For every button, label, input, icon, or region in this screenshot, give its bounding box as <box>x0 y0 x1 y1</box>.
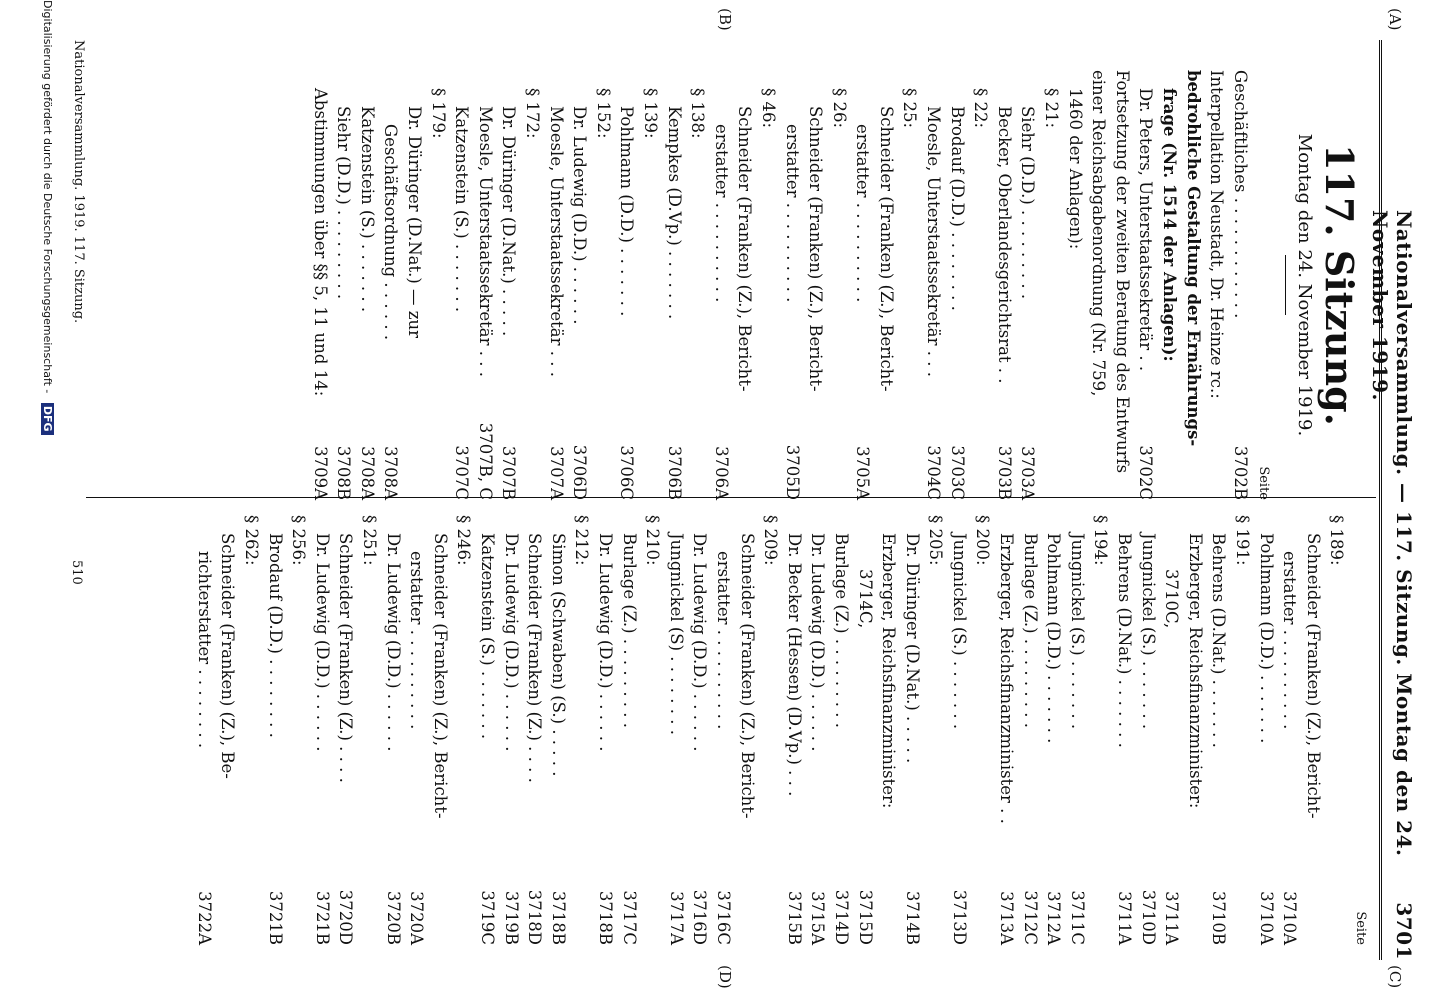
right-entry-text: § 262: <box>242 515 262 566</box>
right-page-ref: 3718B <box>548 890 568 945</box>
left-entry-text: erstatter . . . . . . . . . . <box>711 124 731 303</box>
right-entry <box>1042 515 1066 945</box>
right-page-ref: 3715B <box>784 890 804 945</box>
right-page-ref: 3720D <box>336 889 356 945</box>
right-entry <box>664 515 688 945</box>
right-entry <box>735 515 759 945</box>
right-entry-text: Jungnickel (S.) . . . . . . . <box>1067 533 1087 730</box>
right-entry-text: § 256: <box>289 515 309 566</box>
left-entry <box>874 70 898 500</box>
right-entry <box>711 515 735 945</box>
left-entry-text: Dr. Düringer (D.Nat.) . . . . . <box>499 106 519 337</box>
right-entry-text: Dr. Ludewig (D.D.) . . . . . . <box>312 533 332 752</box>
left-page-ref: 3703A <box>1018 446 1038 500</box>
right-entry <box>617 515 641 945</box>
right-page-ref: 3715A <box>808 891 828 945</box>
right-entry <box>546 515 570 945</box>
margin-mark-d: (D) <box>716 965 734 989</box>
left-entry-text: Moesle, Unterstaatssekretär . . . <box>546 106 566 377</box>
right-entry <box>1112 515 1136 945</box>
right-entry <box>947 515 971 945</box>
right-entry <box>192 515 216 945</box>
right-page-ref: 3710B <box>1209 890 1229 945</box>
right-entry-text: Schneider (Franken) (Z.) . . . . <box>336 533 356 783</box>
left-entry-text: Geschäftsordnung . . . . . . <box>381 124 401 341</box>
right-entry-text: Jungnickel (S) . . . . . . . . <box>666 533 686 735</box>
left-entry <box>426 70 450 500</box>
right-entry-text: Dr. Ludewig (D.D.) . . . . . . <box>690 533 710 752</box>
left-entry-text: erstatter . . . . . . . . . . <box>853 124 873 303</box>
right-entry-text: Erzberger, Reichsfinanzminister . . <box>997 533 1017 824</box>
left-entry-text: einer Reichsabgabenordnung (Nr. 759, <box>1089 70 1109 397</box>
left-page-ref: 3702B <box>1230 445 1250 500</box>
left-entry <box>686 70 710 500</box>
right-page-ref: 3710D <box>1138 889 1158 945</box>
left-entry <box>450 70 474 500</box>
left-entry <box>308 70 332 500</box>
right-entry-text: Pohlmann (D.D.) . . . . . . . <box>1256 533 1276 744</box>
right-page-ref: 3718D <box>525 889 545 945</box>
left-entry <box>1134 70 1158 500</box>
right-entry <box>287 515 311 945</box>
left-entry <box>827 70 851 500</box>
right-entry-text: Behrens (D.Nat.) . . . . . . . <box>1209 533 1229 748</box>
left-entry <box>520 70 544 500</box>
right-entry-text: Erzberger, Reichsfinanzminister: <box>879 533 899 809</box>
right-entry <box>971 515 995 945</box>
left-page-ref: 3705D <box>782 444 802 500</box>
right-page-ref: 3712A <box>1044 891 1064 945</box>
right-page-ref: 3716D <box>690 889 710 945</box>
dfg-logo: DFG <box>41 403 54 435</box>
left-entry-text: Katzenstein (S.) . . . . . . . <box>452 106 472 313</box>
right-entry-text: Burlage (Z.) . . . . . . . . . <box>619 533 639 729</box>
right-entry-text: Simon (Schwaben) (S.) . . . . . <box>548 533 568 777</box>
left-entry-text: Abstimmungen über §§ 5, 11 und 14: <box>310 88 330 397</box>
column-separator <box>86 497 1376 498</box>
left-entry-text: frage (Nr. 1514 der Anlagen): <box>1160 88 1180 362</box>
right-entry <box>688 515 712 945</box>
left-entry-text: § 25: <box>900 88 920 129</box>
right-page-ref: 3711A <box>1162 891 1182 945</box>
right-entry-text: Erzberger, Reichsfinanzminister: <box>1185 533 1205 809</box>
right-entry <box>240 515 264 945</box>
right-entry-text: § 200: <box>973 515 993 566</box>
right-page-ref: 3717A <box>666 891 686 945</box>
right-entry <box>1254 515 1278 945</box>
right-page-ref: 3710A <box>1280 891 1300 945</box>
right-entry-text: § 189: <box>1327 515 1347 566</box>
left-entry-text: § 172: <box>523 88 542 139</box>
right-entry-text: § 191: <box>1233 515 1253 566</box>
right-entry <box>806 515 830 945</box>
session-date: Montag den 24. November 1919. <box>1294 133 1315 437</box>
left-column <box>308 70 1372 500</box>
left-entry-text: Geschäftliches . . . . . . . . . . . . <box>1230 70 1250 319</box>
left-entry <box>1016 70 1040 500</box>
right-page-ref: 3722A <box>194 891 214 945</box>
left-entry <box>379 70 403 500</box>
left-entry <box>969 70 993 500</box>
right-entry <box>334 515 358 945</box>
right-entry-text: Schneider (Franken) (Z.), Bericht- <box>737 533 757 819</box>
left-page-ref: 3708B <box>334 445 354 500</box>
right-entry <box>475 515 499 945</box>
left-entry-text: Dr. Peters, Unterstaatssekretär . . <box>1136 88 1156 372</box>
right-entry-text: 3710C, <box>1162 569 1182 629</box>
right-entry <box>357 515 381 945</box>
left-entry-text: § 21: <box>1042 88 1062 129</box>
left-entry-text: Siehr (D.D.) . . . . . . . . . <box>334 106 354 300</box>
left-page-ref: 3702C <box>1136 445 1156 500</box>
left-page-ref: 3709A <box>310 446 330 500</box>
right-entry <box>593 515 617 945</box>
left-page-ref: 3704C <box>924 445 944 500</box>
right-entry-text: Pohlmann (D.D.) . . . . . . . <box>1044 533 1064 744</box>
header-rule <box>1379 40 1382 960</box>
right-page-ref: 3720A <box>407 891 427 945</box>
footer-number: 510 <box>69 560 84 585</box>
right-entry-text: Schneider (Franken) (Z.) . . . . <box>525 533 545 783</box>
right-page-ref: 3718B <box>596 890 615 945</box>
left-entry-text: § 152: <box>593 88 613 139</box>
right-entry <box>499 515 523 945</box>
right-entry <box>782 515 806 945</box>
right-entry-text: Burlage (Z.) . . . . . . . . . <box>831 533 851 729</box>
right-entry <box>641 515 665 945</box>
left-entry <box>992 70 1016 500</box>
right-entry-text: § 209: <box>761 515 781 566</box>
right-page-ref: 3717C <box>619 890 639 945</box>
right-entry-text: Dr. Ludewig (D.D.) . . . . . . <box>383 533 403 752</box>
right-entry-text: erstatter . . . . . . . . . . <box>407 551 427 730</box>
left-entry <box>1181 70 1205 500</box>
right-entry-text: Brodauf (D.D.) . . . . . . . . <box>265 533 285 738</box>
left-entry-text: Kempkes (D.Vp.) . . . . . . . <box>664 106 684 320</box>
digitization-strip <box>24 0 54 1000</box>
left-entry <box>851 70 875 500</box>
left-entry <box>355 70 379 500</box>
right-entry-text: erstatter . . . . . . . . . . <box>1280 551 1300 730</box>
right-entry-text: Dr. Ludewig (D.D.) . . . . . . <box>808 533 828 752</box>
left-entry-text: Siehr (D.D.) . . . . . . . . . <box>1018 106 1038 300</box>
right-entry <box>452 515 476 945</box>
left-entry <box>402 70 426 500</box>
right-entry-text: Dr. Düringer (D.Nat.) . . . . . <box>902 533 922 764</box>
right-entry-text: § 251: <box>360 515 380 566</box>
running-header <box>1368 40 1424 960</box>
left-page-ref: 3707C <box>452 445 472 500</box>
session-number: 117. Sitzung. <box>1317 144 1362 426</box>
left-entry-text: bedrohliche Gestaltung der Ernährungs- <box>1183 70 1203 447</box>
left-entry <box>898 70 922 500</box>
left-entry-text: Moesle, Unterstaatssekretär . . . <box>475 106 495 377</box>
right-entry-text: § 194: <box>1091 515 1111 566</box>
right-entry <box>1278 515 1302 945</box>
left-entry <box>922 70 946 500</box>
left-page-ref: 3703B <box>994 445 1014 500</box>
left-entry <box>615 70 639 500</box>
right-page-ref: 3712C <box>1020 890 1040 945</box>
right-entry-text: Schneider (Franken) (Z.), Be- <box>218 533 238 779</box>
left-entry-text: Becker, Oberlandesgerichtsrat . . <box>994 106 1014 384</box>
left-entry <box>497 70 521 500</box>
right-entry <box>1301 515 1325 945</box>
left-entry <box>780 70 804 500</box>
right-page-ref: 3715D <box>855 889 875 945</box>
right-page-ref: 3721B <box>312 890 332 945</box>
left-entry <box>1063 70 1087 500</box>
right-page-ref: 3714D <box>831 889 851 945</box>
right-entry-text: Katzenstein (S.) . . . . . . . <box>478 533 498 740</box>
left-page-ref: 3706D <box>570 444 590 500</box>
right-entry <box>570 515 594 945</box>
left-entry <box>473 70 497 500</box>
right-entry-text: Jungnickel (S.) . . . . . . . <box>949 533 969 730</box>
right-entry <box>1089 515 1113 945</box>
left-entry-text: Interpellation Neustadt, Dr. Heinze rc.: <box>1207 70 1227 399</box>
right-entry <box>900 515 924 945</box>
left-entry <box>1039 70 1063 500</box>
right-entry <box>428 515 452 945</box>
short-rule <box>1285 255 1286 315</box>
right-entry <box>1325 515 1349 945</box>
footer-left: Nationalversammlung. 1919. 117. Sitzung. <box>71 40 86 324</box>
left-entry-text: § 22: <box>971 88 991 129</box>
right-entry <box>216 515 240 945</box>
right-entry <box>1160 515 1184 945</box>
right-page-ref: 3711C <box>1067 890 1087 945</box>
right-entry-text: Behrens (D.Nat.) . . . . . . . <box>1115 533 1135 748</box>
left-entry <box>756 70 780 500</box>
left-entry-text: Dr. Düringer (D.Nat.) — zur <box>405 106 425 339</box>
right-page-ref: 3716C <box>713 890 733 945</box>
left-entry-text: Schneider (Franken) (Z.), Bericht- <box>806 106 826 392</box>
left-entry <box>662 70 686 500</box>
right-entry <box>523 515 547 945</box>
right-page-ref: 3713D <box>949 889 969 945</box>
right-entry <box>1183 515 1207 945</box>
left-page-ref: 3706A <box>711 446 731 500</box>
right-page-ref: 3711A <box>1115 891 1135 945</box>
left-entry-text: Pohlmann (D.D.) . . . . . . . <box>617 106 637 317</box>
right-entry-text: § 246: <box>454 515 474 566</box>
left-page-ref: 3708A <box>381 446 401 500</box>
left-page-ref: 3707B <box>499 445 519 500</box>
right-entry <box>853 515 877 945</box>
margin-mark-b: (B) <box>716 8 734 31</box>
right-entry <box>310 515 334 945</box>
page-number: 3701 <box>1392 902 1416 960</box>
left-entry <box>1228 70 1252 500</box>
header-title: Nationalversammlung. — 117. Sitzung. Montag den 24. November 1919. <box>1368 210 1416 857</box>
right-entry <box>405 515 429 945</box>
digitization-note: Digitalisierung gefördert durch die Deutsche Forschungsgemeinschaft - <box>41 0 54 394</box>
right-entry <box>1136 515 1160 945</box>
left-entry <box>709 70 733 500</box>
right-entry-text: Schneider (Franken) (Z.), Bericht- <box>1303 533 1323 819</box>
right-entry-text: Dr. Becker (Hessen) (D.Vp.) . . . <box>784 533 804 797</box>
margin-mark-c: (C) <box>1386 965 1404 989</box>
left-entry <box>638 70 662 500</box>
left-page-ref: 3707A <box>546 446 566 500</box>
left-entry <box>332 70 356 500</box>
right-entry-text: Dr. Ludewig (D.D.) . . . . . . <box>501 533 521 752</box>
right-entry-text: Dr. Ludewig (D.D.) . . . . . . <box>596 533 615 752</box>
left-entry-text: Fortsetzung der zweiten Beratung des Entwurfs <box>1112 70 1132 474</box>
left-entry-text: § 179: <box>428 88 448 139</box>
left-entry-text: § 26: <box>829 88 849 129</box>
left-entry <box>544 70 568 500</box>
right-entry <box>1065 515 1089 945</box>
left-page-ref: 3703C <box>947 445 967 500</box>
left-entry-text: 1460 der Anlagen): <box>1065 88 1085 250</box>
left-entry <box>568 70 592 500</box>
left-page-ref: 3705A <box>853 446 873 500</box>
right-entry <box>924 515 948 945</box>
right-page-ref: 3719C <box>478 890 498 945</box>
left-entry-text: § 139: <box>640 88 660 139</box>
left-entry <box>1110 70 1134 500</box>
left-entry-text: § 46: <box>758 88 778 129</box>
right-page-ref: 3713A <box>997 891 1017 945</box>
right-entry-text: Burlage (Z.) . . . . . . . . . <box>1020 533 1040 729</box>
left-entry-text: § 138: <box>688 88 708 139</box>
left-entry-text: Dr. Ludewig (D.D.) . . . . . . <box>570 106 590 325</box>
left-entry-text: Brodauf (D.D.) . . . . . . . . <box>947 106 967 311</box>
right-entry <box>381 515 405 945</box>
right-entry-text: 3714C, <box>855 569 875 629</box>
left-entry-text: Schneider (Franken) (Z.), Bericht- <box>876 106 896 392</box>
left-entry-text: Katzenstein (S.) . . . . . . . <box>357 106 377 313</box>
left-page-ref: 3708A <box>357 446 377 500</box>
left-entry <box>1205 70 1229 500</box>
left-entry <box>804 70 828 500</box>
right-entry-text: § 210: <box>643 515 663 566</box>
right-entry-text: richterstatter . . . . . . . . <box>194 551 214 749</box>
left-page-ref: 3706C <box>617 445 637 500</box>
right-entry-text: § 205: <box>926 515 946 566</box>
seite-label-right: Seite <box>1353 911 1368 945</box>
left-entry <box>1087 70 1111 500</box>
right-page-ref: 3721B <box>265 890 285 945</box>
seite-label: Seite <box>1256 466 1272 500</box>
left-entry <box>1157 70 1181 500</box>
right-entry-text: erstatter . . . . . . . . . . <box>713 551 733 730</box>
left-entry-text: Schneider (Franken) (Z.), Bericht- <box>735 106 755 392</box>
right-page-ref: 3710A <box>1256 891 1276 945</box>
margin-mark-a: (A) <box>1386 8 1404 31</box>
right-entry <box>759 515 783 945</box>
right-entry <box>263 515 287 945</box>
left-page-ref: 3706B <box>664 445 684 500</box>
left-entry <box>591 70 615 500</box>
right-column <box>192 515 1372 945</box>
right-page-ref: 3719B <box>501 890 521 945</box>
left-entry <box>945 70 969 500</box>
right-entry <box>877 515 901 945</box>
right-entry-text: Schneider (Franken) (Z.), Bericht- <box>430 533 450 819</box>
left-entry-text: Moesle, Unterstaatssekretär . . . <box>924 106 944 377</box>
left-entry <box>733 70 757 500</box>
right-entry <box>1207 515 1231 945</box>
left-entry-text: erstatter . . . . . . . . . . <box>782 124 802 303</box>
right-entry-text: § 212: <box>572 515 592 566</box>
right-entry <box>995 515 1019 945</box>
right-page-ref: 3714B <box>902 890 922 945</box>
left-page-ref: 3707B, C <box>475 422 495 500</box>
right-entry <box>1018 515 1042 945</box>
right-entry <box>829 515 853 945</box>
right-page-ref: 3720B <box>383 890 403 945</box>
right-entry <box>1230 515 1254 945</box>
right-entry-text: Jungnickel (S.) . . . . . . . <box>1138 533 1158 730</box>
